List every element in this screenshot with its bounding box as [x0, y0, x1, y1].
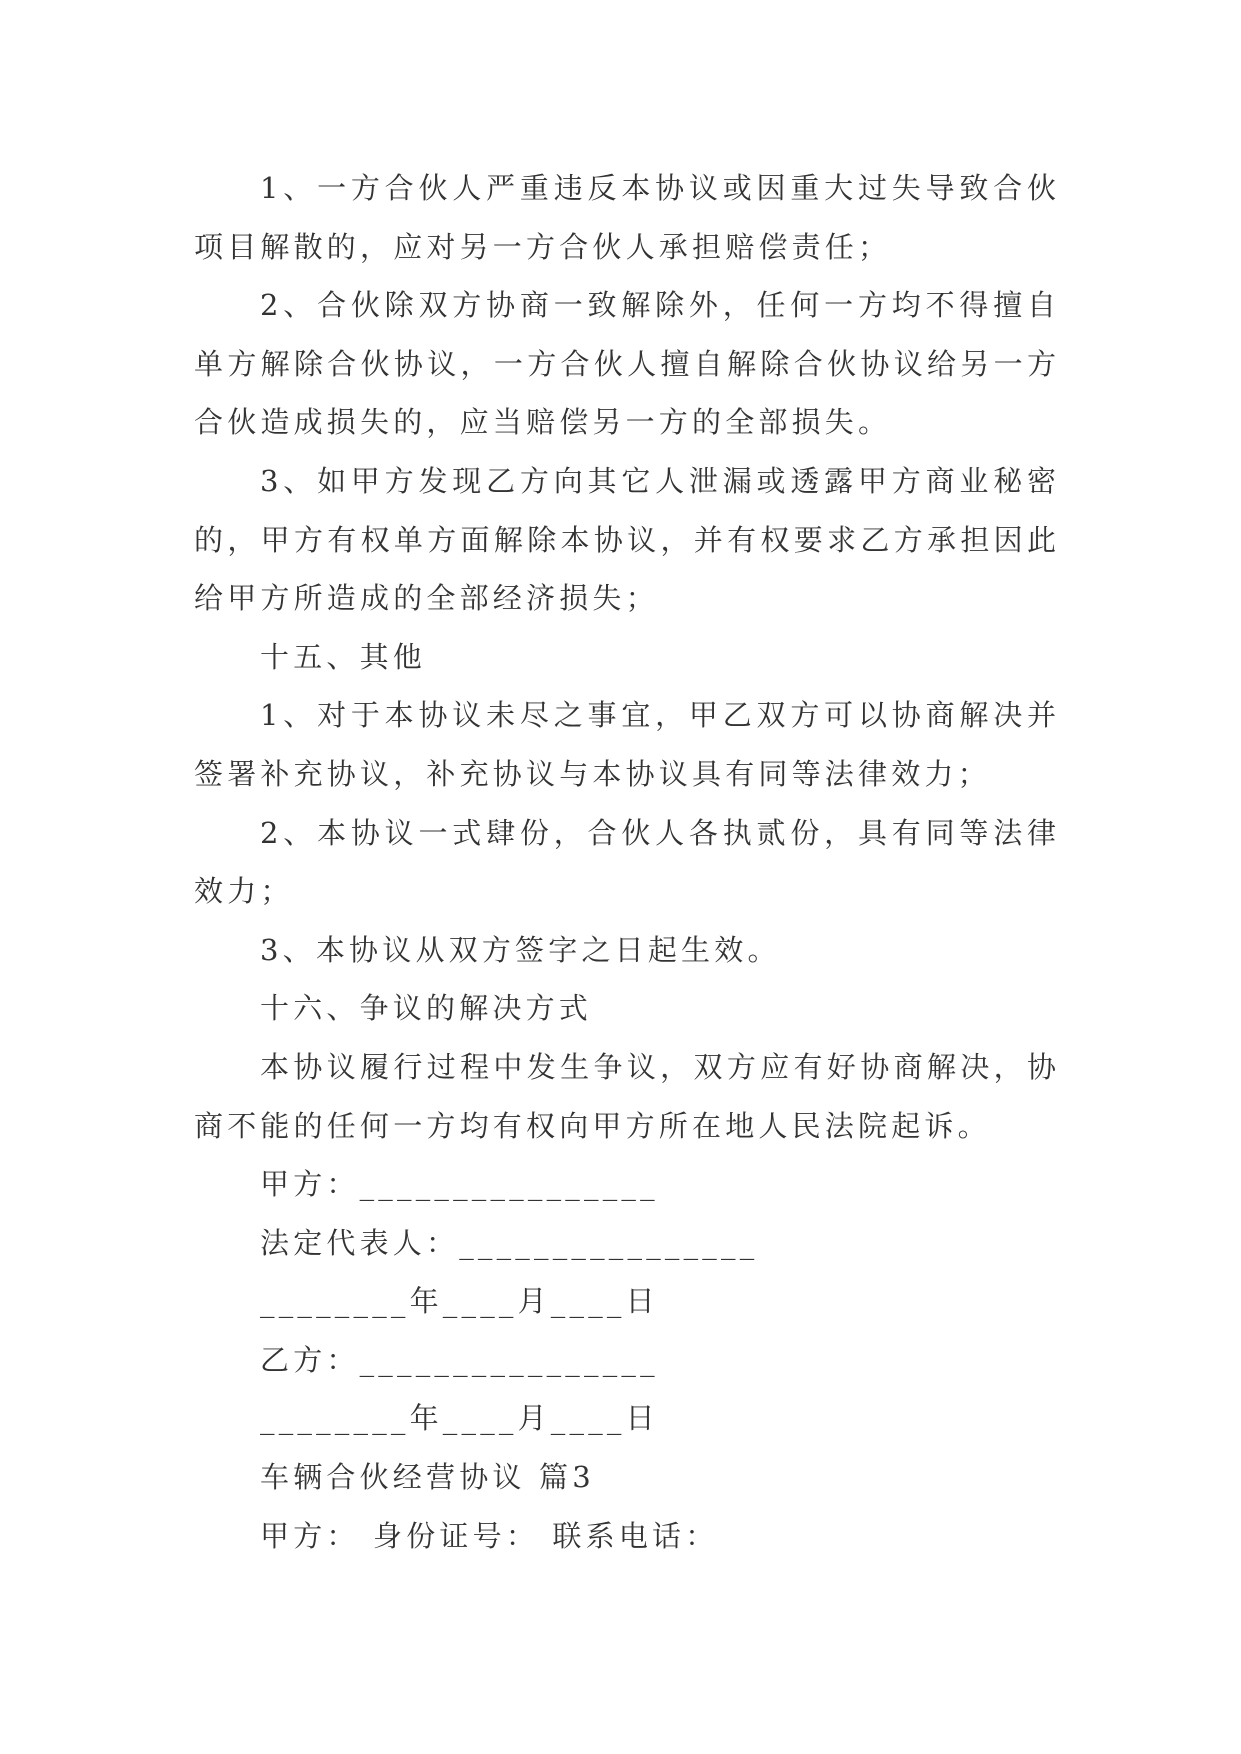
document-title	[194, 1448, 1056, 1507]
text-line: 给甲方所造成的全部经济损失；	[194, 581, 659, 616]
text-line: 1、一方合伙人严重违反本协议或因重大过失导致合伙	[260, 171, 1056, 205]
signature-party-a	[194, 1155, 1056, 1214]
text-line: 2、合伙除双方协商一致解除外，任何一方均不得擅自	[260, 288, 1056, 323]
clause-paragraph	[194, 804, 1056, 921]
clause-paragraph	[194, 452, 1056, 628]
section-heading	[194, 628, 1056, 687]
text-line: 的，甲方有权单方面解除本协议，并有权要求乙方承担因此	[194, 522, 1056, 557]
text-line: 本协议履行过程中发生争议，双方应有好协商解决，协	[260, 1049, 1056, 1084]
text-line: ________年____月____日	[260, 1401, 659, 1436]
text-line: 项目解散的，应对另一方合伙人承担赔偿责任；	[194, 229, 892, 264]
signature-date	[194, 1272, 1056, 1331]
signature-legal-representative	[194, 1214, 1056, 1273]
text-line: 车辆合伙经营协议 篇3	[260, 1460, 595, 1495]
text-line: 效力；	[194, 874, 294, 909]
text-line: 1、对于本协议未尽之事宜，甲乙双方可以协商解决并	[260, 698, 1056, 733]
document-body	[194, 159, 1056, 1565]
signature-party-b	[194, 1331, 1056, 1390]
text-line: 合伙造成损失的，应当赔偿另一方的全部损失。	[194, 405, 892, 440]
text-line: 签署补充协议，补充协议与本协议具有同等法律效力；	[194, 756, 991, 791]
text-line: 3、本协议从双方签字之日起生效。	[260, 932, 781, 967]
clause-paragraph	[194, 1038, 1056, 1155]
text-line: 甲方：________________	[260, 1167, 659, 1202]
text-line: 法定代表人：________________	[260, 1225, 759, 1260]
text-line: 十五、其他	[260, 639, 427, 674]
text-line: 十六、争议的解决方式	[260, 991, 593, 1026]
text-line: 商不能的任何一方均有权向甲方所在地人民法院起诉。	[194, 1108, 991, 1143]
text-line: ________年____月____日	[260, 1284, 659, 1319]
text-line: 2、本协议一式肆份，合伙人各执贰份，具有同等法律	[260, 815, 1056, 850]
clause-paragraph	[194, 686, 1056, 803]
clause-paragraph	[194, 921, 1056, 980]
text-line: 甲方： 身份证号： 联系电话：	[260, 1518, 719, 1553]
text-line: 单方解除合伙协议，一方合伙人擅自解除合伙协议给另一方	[194, 346, 1056, 381]
text-line: 乙方：________________	[260, 1342, 659, 1377]
section-heading	[194, 979, 1056, 1038]
clause-paragraph	[194, 276, 1056, 452]
signature-date	[194, 1389, 1056, 1448]
party-a-info	[194, 1507, 1056, 1566]
text-line: 3、如甲方发现乙方向其它人泄漏或透露甲方商业秘密	[260, 463, 1056, 498]
clause-paragraph	[194, 159, 1056, 276]
